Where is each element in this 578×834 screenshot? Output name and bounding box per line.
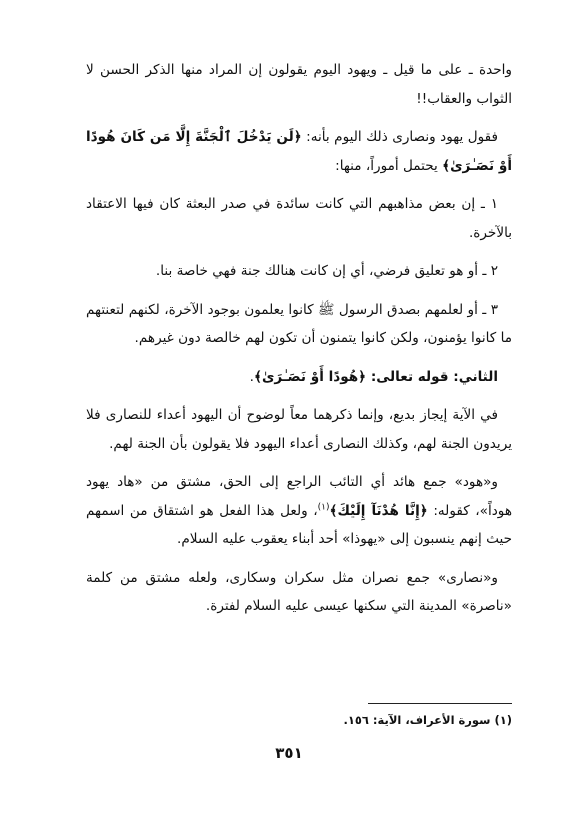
quran-quote-1: ﴿لَن يَدْخُلَ ٱلْجَنَّةَ إِلَّا مَن كَانَ هُودًا أَوْ نَصَـٰرَىٰ﴾	[86, 129, 512, 174]
quran-quote-2: ﴿هُودًا أَوْ نَصَـٰرَىٰ﴾	[253, 368, 367, 385]
section-heading-tail: .	[249, 368, 254, 385]
paragraph-2-tail: يحتمل أموراً، منها:	[335, 157, 443, 174]
paragraph-1: واحدة ـ على ما قيل ـ ويهود اليوم يقولون إن المراد منها الذكر الحسن لا الثواب والعقاب!!	[86, 62, 512, 107]
paragraph-8-part-1: و«هود» جمع هائد أي التائب الراجع إلى الحق، مشتق من «هاد يهود هوداً»، كقوله:	[86, 474, 512, 519]
footnote: (١) سورة الأعراف، الآية: ١٥٦.	[343, 713, 512, 727]
list-item-3: ٣ ـ أو لعلمهم بصدق الرسول ﷺ كانوا يعلمون بوجود الآخرة، لكنهم لتعنتهم ما كانوا يؤمنون، ولكن كانوا يتمنون أن تكون لهم خالصة دون غيرهم.	[86, 301, 512, 346]
section-heading-label: الثاني: قوله تعالى:	[366, 368, 498, 385]
paragraph-7: في الآية إيجاز بديع، وإنما ذكرهما معاً لوضوح أن اليهود أعداء للنصارى فلا يريدون الجنة لهم، وكذلك النصارى أعداء اليهود فلا يقولون بأن الجنة لهم.	[86, 407, 512, 452]
list-item-1: ١ ـ إن بعض مذاهبهم التي كانت سائدة في صدر البعثة كان فيها الاعتقاد بالآخرة.	[86, 196, 512, 241]
section-heading	[86, 363, 512, 392]
page-number: ٣٥١	[275, 744, 303, 762]
footnote-marker: (١)	[317, 501, 330, 512]
paragraph-2	[86, 123, 512, 180]
list-item-2: ٢ ـ أو هو تعليق فرضي، أي إن كانت هنالك جنة فهي خاصة بنا.	[155, 263, 498, 279]
footnote-divider	[368, 703, 512, 704]
paragraph-9: و«نصارى» جمع نصران مثل سكران وسكارى، ولعله مشتق من كلمة «ناصرة» المدينة التي سكنها عيسى عليه السلام لفترة.	[86, 569, 512, 614]
quran-quote-3: ﴿إِنَّا هُدْنَآ إِلَيْكَ﴾	[329, 502, 428, 519]
paragraph-8-part-2: ، ولعل هذا الفعل هو اشتقاق من اسمهم حيث إنهم ينسبون إلى «يهوذا» أحد أبناء يعقوب عليه السلام.	[86, 502, 512, 547]
paragraph-2-intro: فقول يهود ونصارى ذلك اليوم بأنه:	[301, 129, 498, 145]
main-text	[86, 56, 512, 631]
paragraph-8	[86, 468, 512, 554]
